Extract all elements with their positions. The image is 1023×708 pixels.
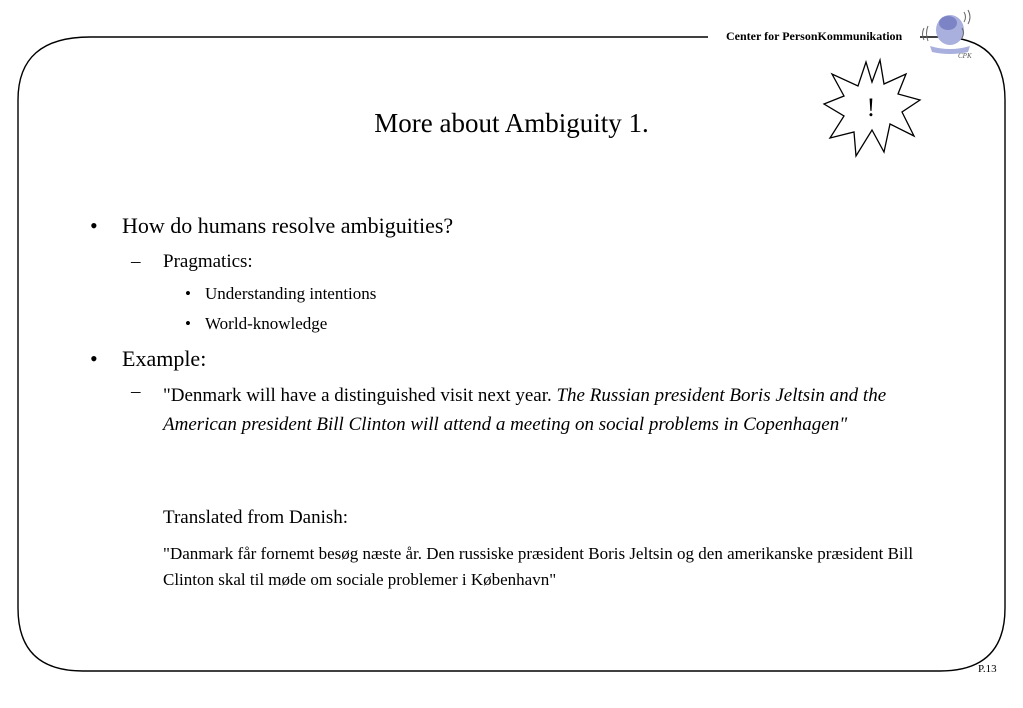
sub-bullet-item [131,251,253,273]
example-dash [131,381,141,403]
cpk-logo [920,8,980,60]
sub-bullet-text: Pragmatics: [163,251,253,272]
bullet-text: How do humans resolve ambiguities? [122,213,454,238]
sub-sub-bullet-text: World-knowledge [205,314,328,333]
danish-example-quote: "Danmark får fornemt besøg næste år. Den russiske præsident Boris Jeltsin og den amerikanske præsident Bill Clinton skal til møde om sociale problemer i København" [163,544,914,589]
sub-sub-bullet-item [185,314,328,334]
star-symbol: ! [866,93,876,122]
sub-sub-bullet-text: Understanding intentions [205,284,377,303]
quote-plain-text: "Denmark will have a distinguished visit next year. [163,385,557,406]
center-name-header: Center for PersonKommunikation [726,29,903,43]
translated-label: Translated from Danish: [163,507,349,528]
page-number: P.13 [978,663,997,675]
bullet-marker: • [90,213,98,238]
dash-marker: – [131,251,141,272]
bullet-marker: • [90,346,98,371]
bullet-text: Example: [122,346,207,371]
bullet-item [90,213,454,239]
logo-caption: CPK [958,52,972,60]
bullet-marker: • [185,314,191,333]
dash-marker: – [131,381,141,402]
slide-title: More about Ambiguity 1. [374,108,649,138]
sub-sub-bullet-item [185,284,377,304]
quote-italic-text: The Russian president Boris Jeltsin and the American president Bill Clinton will attend a meeting on social problems in Copenhagen" [163,385,887,435]
english-example-quote [163,381,943,439]
bullet-item [90,346,207,372]
bullet-marker: • [185,284,191,303]
